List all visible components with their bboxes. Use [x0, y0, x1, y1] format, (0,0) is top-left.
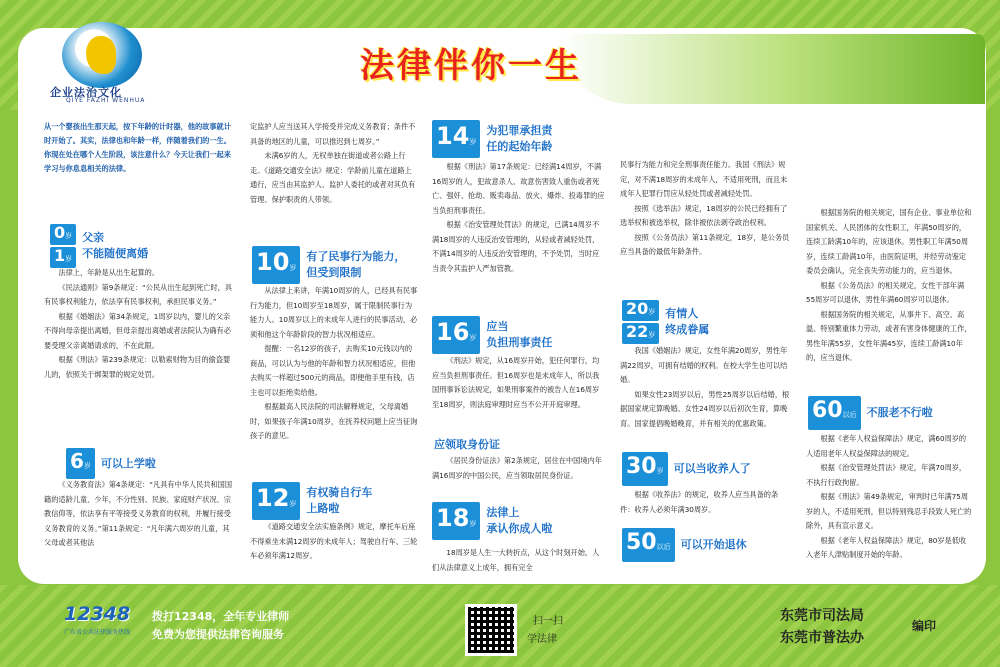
scan-sublabel: 学法律 — [527, 634, 557, 645]
section-14-text: 根据《刑法》第17条规定：已经满14周岁，不满16周岁的人，犯故意杀人、故意伤害致人重伤或者死亡、强奸、抢劫、贩卖毒品、放火、爆炸、投毒罪的应当负担刑事责任。 根据《治安管理处罚法》的规定，已满14周岁不满18周岁的人违反治安管理的，从轻或者减轻处罚，不满14周岁的人违反治安管理的，不予处罚，当时应当责令其监护人严加管教。 — [432, 162, 605, 273]
section-label: 可以开始退休 — [680, 538, 747, 551]
section-label: 上路啦 — [306, 502, 340, 515]
section-label: 可以当收养人了 — [673, 462, 751, 475]
id-card-text: 《居民身份证法》第2条规定，居住在中国境内年满16周岁的中国公民，应当领取居民身份证。 — [432, 456, 602, 480]
age-20-22-badge: 20岁 22岁 有情人 终成眷属 — [622, 300, 709, 344]
age-10-badge: 10岁 有了民事行为能力， 但受到限制 — [252, 246, 405, 284]
age-50-badge: 50以后 可以开始退休 — [622, 528, 747, 562]
section-label: 承认你成人啦 — [486, 522, 553, 535]
age-12-badge: 12岁 有权骑自行车 上路啦 — [252, 482, 372, 520]
organization-1: 东莞市司法局 — [780, 608, 864, 624]
logo-subtext: QIYE FAZHI WENHUA — [66, 97, 146, 104]
footer-line1: 拨打12348，全年专业律师 — [152, 610, 290, 623]
section-16-text: 《刑法》规定，从16周岁开始，犯任何罪行，均应当负担刑事责任。但16周岁也是未成年人，所以我国刑事诉讼法规定，如果刑事案件的被告人在16周岁至18周岁，则法庭审理时应当不公开开庭审理。 — [432, 356, 600, 409]
bird-logo-icon — [62, 22, 142, 88]
section-18-text: 18周岁是人生一大转折点，从这个时刻开始，人们从法律意义上成年，拥有完全 — [432, 548, 600, 572]
section-label: 应当 — [486, 320, 509, 333]
header-swoosh — [560, 34, 985, 104]
age-6-badge: 6岁 可以上学啦 — [66, 448, 156, 479]
footer-line2: 免费为您提供法律咨询服务 — [152, 628, 284, 641]
section-label: 有权骑自行车 — [306, 486, 373, 499]
section-30-text: 根据《收养法》的规定，收养人应当具备的条件：收养人必须年满30周岁。 — [620, 490, 779, 514]
section-label: 终成眷属 — [665, 323, 710, 336]
section-label: 父亲 — [82, 231, 105, 244]
col4-top-text: 民事行为能力和完全刑事责任能力。我国《刑法》规定，对不满18周岁的未成年人，不适用死刑，而且未成年人犯罪行罚应从轻处罚或者减轻处罚。 按照《选举法》规定，18周岁的公民已经拥有了选举权和被选举权，除非被依法剥夺政治权利。 按照《公务员法》第11条规定，18岁，是公务员应当具备的最低年龄条件。 — [620, 160, 790, 256]
intro-text: 从一个婴孩出生那天起，按下年龄的计时器，他的故事就计时开始了。其实，法律也和年龄一样，伴随着我们的一生。你现在处在哪个人生阶段，该注意什么？今天让我们一起来学习与你息息相关的法律。 — [44, 122, 231, 173]
section-60-text: 根据《老年人权益保障法》规定，满60周岁的人适用老年人权益保障法的规定。 根据《治安管理处罚法》规定，年满70周岁，不执行行政拘留。 根据《刑法》第49条规定，审判时已年满75周岁的人，不适用死刑，但以特别残忍手段致人死亡的除外，具有宣示意义。 根据《老年人权益保障法》规定，80岁是低收入老年人津贴制度开始的年龄。 — [806, 434, 972, 559]
qr-code-icon[interactable] — [465, 604, 517, 656]
section-label: 不能随便离婚 — [82, 247, 149, 260]
age-30-badge: 30岁 可以当收养人了 — [622, 452, 751, 486]
age-0-1-badge: 0岁 1岁 父亲 不能随便离婚 — [50, 224, 148, 268]
hotline-subtext: 广东省公共法律服务热线 — [64, 629, 131, 636]
id-card-heading: 应领取身份证 — [434, 438, 500, 451]
page-title: 法律伴你一生 — [360, 46, 582, 86]
section-0-text: 法律上，年龄是从出生起算的。 《民法通则》第9条规定：“公民从出生起到死亡时，具有民事权利能力，依法享有民事权利，承担民事义务。” 根据《婚姻法》第34条规定，1周岁以内，婴儿的父亲不得向母亲提出离婚，但母亲提出离婚或者法院认为确有必要受理父亲离婚请求的，不在此限。 根据《刑法》第239条规定：以勒索财物为目的偷盗婴儿的，依照关于绑架罪的规定处罚。 — [44, 268, 233, 379]
print-label: 编印 — [912, 619, 937, 633]
section-label: 有了民事行为能力， — [306, 250, 406, 263]
section-label: 为犯罪承担责 — [486, 124, 553, 137]
col2-top-text: 定监护人应当送其入学接受并完成义务教育；条件不具备的地区的儿童，可以推迟到七周岁。” 未满6岁的人，无权单独在街道或者公路上行走。《道路交通安全法》规定：学龄前儿童在道路上通行，应当由其监护人、监护人委托的或者对其负有管理、保护职责的人带领。 — [250, 122, 416, 204]
age-60-badge: 60以后 不服老不行啦 — [808, 396, 933, 430]
organization-2: 东莞市普法办 — [780, 630, 864, 646]
section-20-text: 我国《婚姻法》规定，女性年满20周岁，男性年满22周岁，可拥有结婚的权利。在校大学生也可以结婚。 如果女性23周岁以后，男性25周岁以后结婚，根据国家规定算晚婚。女性24周岁以后初次生育，算晚育。国家提倡晚婚晚育，并有相关的优惠政策。 — [620, 346, 790, 428]
age-14-badge: 14岁 为犯罪承担责 任的起始年龄 — [432, 120, 552, 158]
age-18-badge: 18岁 法律上 承认你成人啦 — [432, 502, 552, 540]
section-label: 但受到限制 — [306, 266, 362, 279]
section-label: 可以上学啦 — [100, 456, 156, 470]
hotline-logo: 12348 — [64, 603, 131, 625]
section-label: 法律上 — [486, 506, 520, 519]
section-6-text: 《义务教育法》第4条规定：“凡具有中华人民共和国国籍的适龄儿童、少年，不分性别、民族、家庭财产状况、宗教信仰等，依法享有平等接受义务教育的权利，并履行接受义务教育的义务。”第11条规定：“凡年满六周岁的儿童，其父母或者其他法 — [44, 480, 233, 547]
age-16-badge: 16岁 应当 负担刑事责任 — [432, 316, 552, 354]
section-label: 负担刑事责任 — [486, 336, 553, 349]
scan-label: 扫一扫 — [533, 616, 563, 627]
section-label: 有情人 — [665, 307, 699, 320]
section-label: 不服老不行啦 — [866, 406, 933, 419]
section-10-text: 从法律上来讲，年满10周岁的人，已经具有民事行为能力，但10周岁至18周岁，属于限制民事行为能力人。10周岁以上的未成年人进行的民事活动，必须和他这个年龄阶段的智力状况相适应。 提醒：一名12岁的孩子，去购买10元钱以内的商品，可以认为与他的年龄和智力状况相适应，但他去购买一样超过500元的商品，即便他手里有钱，店主也可以拒绝卖给他。 根据最高人民法院的司法解释规定，父母离婚时，如果孩子年满10周岁，在抚养权问题上应当征询孩子的意见。 — [250, 286, 418, 440]
logo-text: 企业法治文化 — [50, 86, 122, 99]
section-label: 任的起始年龄 — [486, 140, 553, 153]
section-12-text: 《道路交通安全法实施条例》规定，摩托车后座不得乘坐未满12周岁的未成年人；驾驶自行车、三轮车必须年满12周岁。 — [250, 522, 418, 560]
col5-top-text: 根据国务院的相关规定，国有企业、事业单位和国家机关、人民团体的女性职工，年满50周岁的，连续工龄满10年的，应该退休。男性职工年满50周岁，连续工龄满10年，由医院证明，并经劳动鉴定委员会确认，完全丧失劳动能力的，应当退休。 根据《公务员法》的相关规定，女性干部年满55周岁可以退休，男性年满60周岁可以退休。 根据国务院的相关规定，从事井下、高空、高温、特别繁重体力劳动，或者有害身体健康的工作，男性年满55岁，女性年满45岁，连续工龄满10年的，应当退休。 — [806, 208, 972, 362]
